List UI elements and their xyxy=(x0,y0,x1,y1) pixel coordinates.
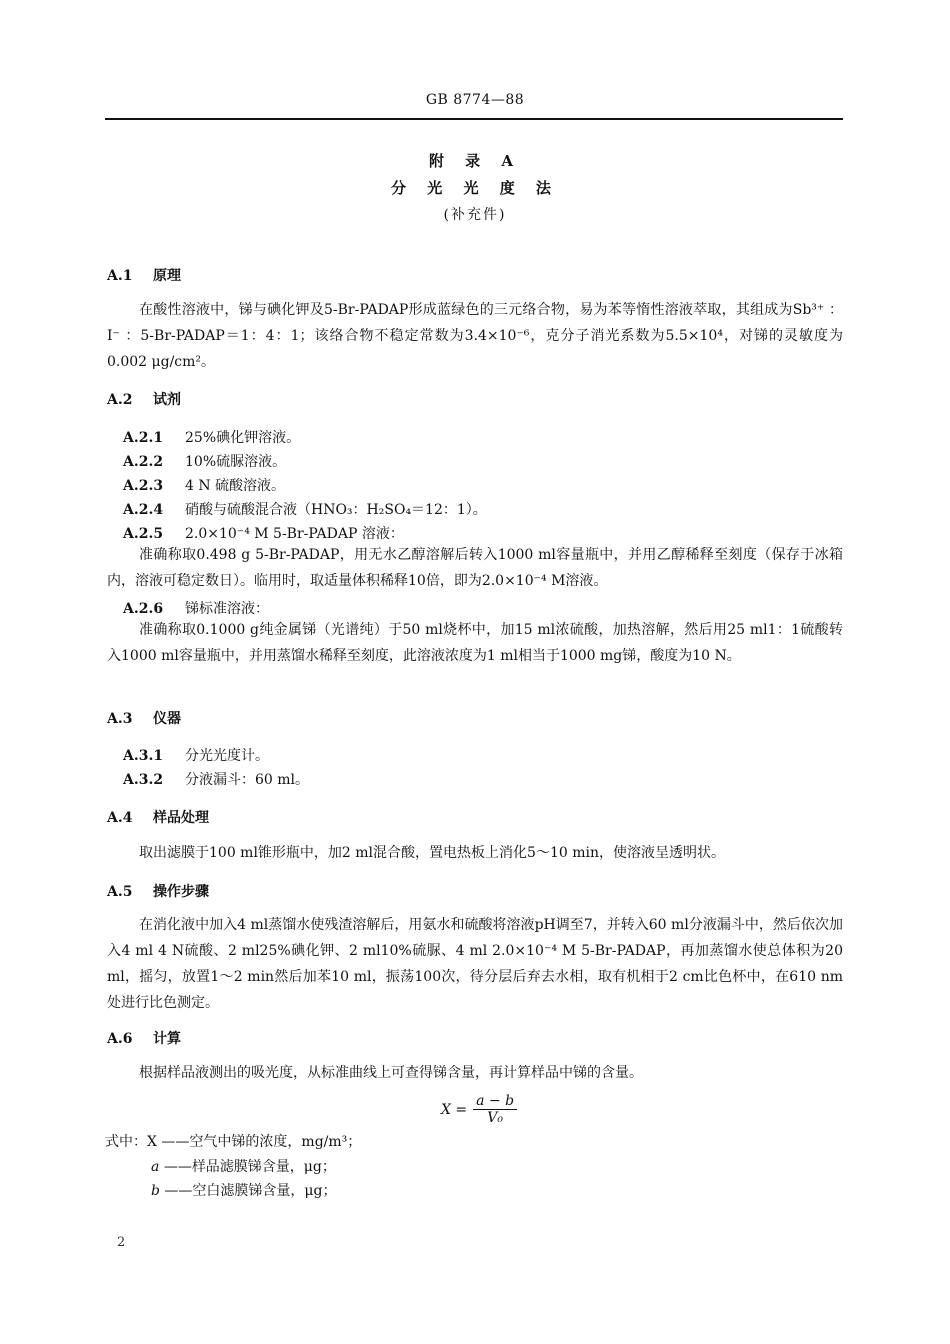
formula-denominator: V₀ xyxy=(487,1110,503,1126)
legend-symbol: 式中：X xyxy=(105,1134,157,1150)
item-number: A.2.2 xyxy=(123,454,164,470)
item-text: 25%碘化钾溶液。 xyxy=(185,430,301,446)
section-number: A.2 xyxy=(107,392,133,408)
header-rule xyxy=(105,118,843,120)
formula-numerator: a − b xyxy=(473,1093,517,1110)
legend-text: ——空白滤膜锑含量，μg； xyxy=(164,1183,337,1199)
section-heading-a3 xyxy=(107,708,181,728)
item-number: A.2.6 xyxy=(123,601,164,617)
item-number: A.2.1 xyxy=(123,430,164,446)
section-heading-a2 xyxy=(107,389,181,409)
item-text: 锑标准溶液： xyxy=(185,601,269,617)
section-number: A.5 xyxy=(107,884,133,900)
page-number: 2 xyxy=(117,1235,126,1250)
item-text: 4 N 硫酸溶液。 xyxy=(185,478,286,494)
section-number: A.4 xyxy=(107,810,133,826)
section-title: 原理 xyxy=(153,268,181,284)
legend-line xyxy=(105,1131,361,1151)
section-title: 试剂 xyxy=(153,392,181,408)
list-item xyxy=(123,769,309,789)
standard-solution-paragraph: 准确称取0.1000 g纯金属锑（光谱纯）于50 ml烧杯中，加15 ml浓硫酸，加热溶解，然后用25 ml1：1硫酸转入1000 ml容量瓶中，并用蒸馏水稀释至刻度，此溶液浓度为1 ml相当于1000 mg锑，酸度为10 N。 xyxy=(107,622,843,664)
list-item xyxy=(123,523,404,543)
legend-line xyxy=(151,1156,336,1176)
section-number: A.6 xyxy=(107,1031,133,1047)
legend-symbol: b xyxy=(151,1183,160,1199)
legend-symbol: a xyxy=(151,1159,160,1175)
method-title: 分 光 光 度 法 xyxy=(391,179,559,197)
section-number: A.3 xyxy=(107,711,133,727)
list-item xyxy=(123,427,300,447)
item-number: A.2.5 xyxy=(123,526,164,542)
section-title: 计算 xyxy=(153,1031,181,1047)
section-heading-a1 xyxy=(107,265,181,285)
section-heading-a5 xyxy=(107,881,209,901)
principle-paragraph: 在酸性溶液中，锑与碘化钾及5-Br-PADAP形成蓝绿色的三元络合物，易为苯等惰性溶液萃取，其组成为Sb³⁺ ：I⁻ ：5-Br-PADAP＝1：4：1；该络合物不稳定常数为3.4×10⁻⁶，克分子消光系数为5.5×10⁴，对锑的灵敏度为0.002 μg/cm²。 xyxy=(107,302,843,370)
legend-text: ——样品滤膜锑含量，μg； xyxy=(163,1159,336,1175)
standard-number: GB 8774—88 xyxy=(425,92,525,108)
formula xyxy=(441,1093,517,1126)
item-number: A.3.2 xyxy=(123,772,164,788)
legend-text: ——空气中锑的浓度，mg/m³； xyxy=(161,1134,362,1150)
legend-line xyxy=(151,1180,336,1200)
item-text: 2.0×10⁻⁴ M 5-Br-PADAP 溶液： xyxy=(185,526,404,542)
sample-treatment-paragraph: 取出滤膜于100 ml锥形瓶中，加2 ml混合酸，置电热板上消化5～10 min，使溶液呈透明状。 xyxy=(139,845,725,861)
list-item xyxy=(123,499,487,519)
section-title: 样品处理 xyxy=(153,810,209,826)
section-title: 仪器 xyxy=(153,711,181,727)
section-heading-a4 xyxy=(107,807,209,827)
list-item xyxy=(123,598,269,618)
formula-lhs: X = xyxy=(441,1101,468,1118)
item-number: A.2.3 xyxy=(123,478,164,494)
section-heading-a6 xyxy=(107,1028,181,1048)
list-item xyxy=(123,451,286,471)
item-number: A.2.4 xyxy=(123,502,164,518)
supplement-note: (补充件) xyxy=(443,207,507,223)
item-text: 硝酸与硫酸混合液（HNO₃：H₂SO₄＝12：1）。 xyxy=(185,502,487,518)
formula-fraction xyxy=(473,1093,517,1126)
item-text: 10%硫脲溶液。 xyxy=(185,454,287,470)
procedure-paragraph: 在消化液中加入4 ml蒸馏水使残渣溶解后，用氨水和硫酸将溶液pH调至7，并转入60 ml分液漏斗中，然后依次加入4 ml 4 N硫酸、2 ml25%碘化钾、2 ml10%硫脲、4 ml 2.0×10⁻⁴ M 5-Br-PADAP，再加蒸馏水使总体积为20 ml，摇匀，放置1～2 min然后加苯10 ml，振荡100次，待分层后弃去水相，取有机相于2 cm比色杯中，在610 nm处进行比色测定。 xyxy=(107,917,843,1011)
calculation-paragraph: 根据样品液测出的吸光度，从标准曲线上可查得锑含量，再计算样品中锑的含量。 xyxy=(139,1065,643,1081)
section-number: A.1 xyxy=(107,268,133,284)
list-item xyxy=(123,745,269,765)
section-title: 操作步骤 xyxy=(153,884,209,900)
item-number: A.3.1 xyxy=(123,748,164,764)
appendix-title: 附 录 A xyxy=(428,152,522,170)
list-item xyxy=(123,475,285,495)
reagent-paragraph: 准确称取0.498 g 5-Br-PADAP，用无水乙醇溶解后转入1000 ml容量瓶中，并用乙醇稀释至刻度（保存于冰箱内，溶液可稳定数日）。临用时，取适量体积稀释10倍，即为2.0×10⁻⁴ M溶液。 xyxy=(107,547,843,589)
item-text: 分光光度计。 xyxy=(185,748,269,764)
item-text: 分液漏斗：60 ml。 xyxy=(185,772,310,788)
